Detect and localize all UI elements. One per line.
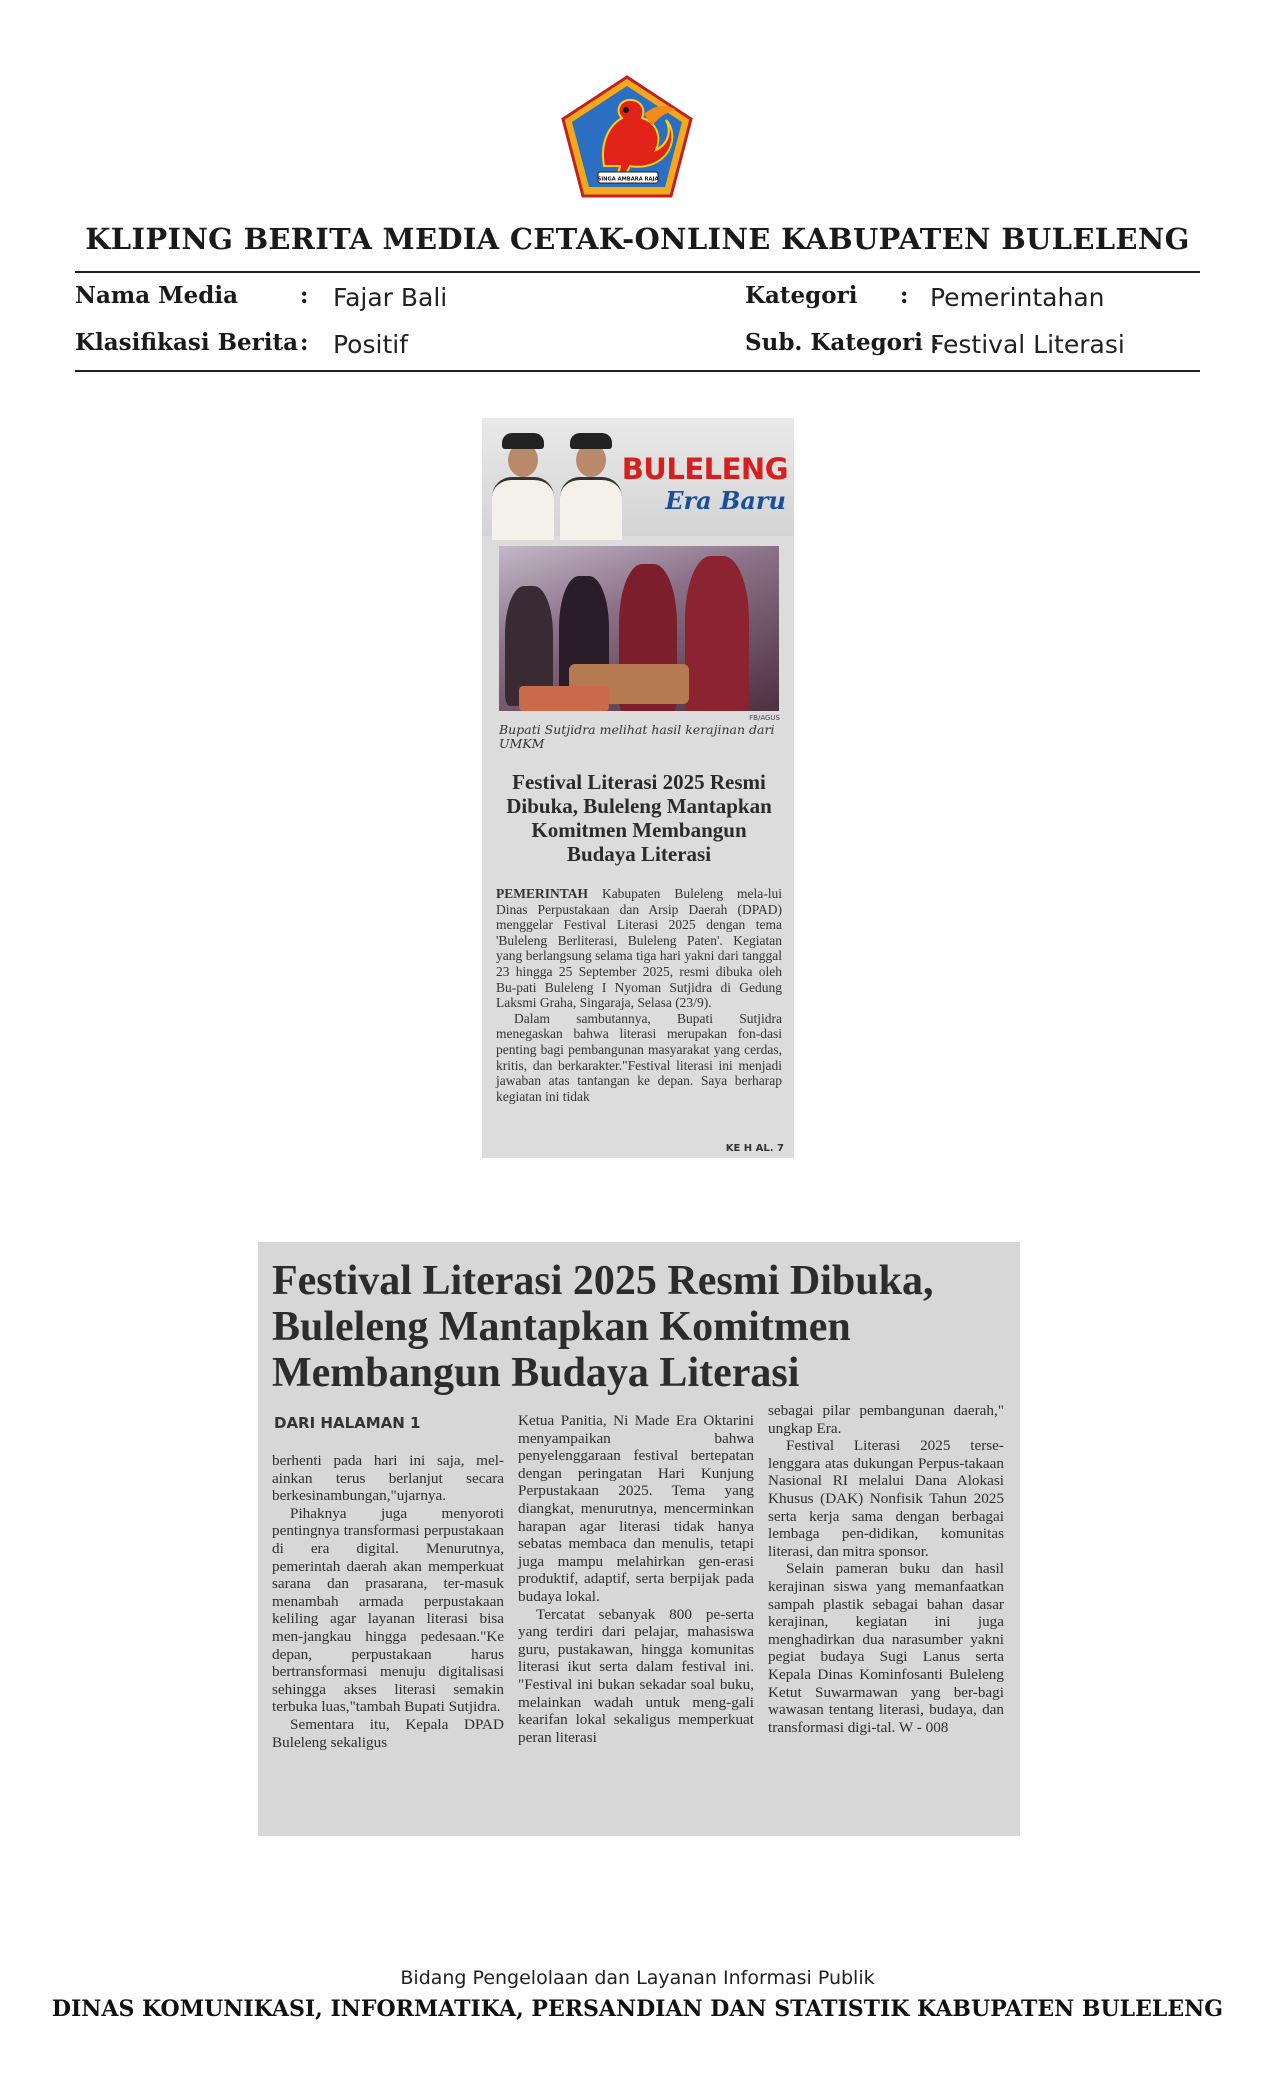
media-colon: : — [300, 282, 309, 309]
continued-from-label: DARI HALAMAN 1 — [274, 1414, 421, 1432]
photo-caption: Bupati Sutjidra melihat hasil kerajinan dari UMKM — [499, 722, 775, 751]
news-photo — [499, 546, 779, 711]
photo-credit: FB/AGUS — [749, 714, 780, 722]
banner-brand-subtitle: Era Baru — [665, 486, 786, 515]
article-body — [496, 886, 782, 1104]
continued-marker: KE H AL. 7 — [725, 1143, 784, 1154]
header-divider-bottom — [75, 370, 1200, 372]
footer-division: Bidang Pengelolaan dan Layanan Informasi Publik — [400, 1967, 875, 1989]
article-paragraph: Tercatat sebanyak 800 pe-serta yang terdiri dari pelajar, mahasiswa guru, pustakawan, hingga komunitas literasi ikut serta dalam festival ini. "Festival ini bukan sekadar soal buku, melainkan wadah untuk meng-gali kearifan lokal sekaligus memperkuat peran literasi — [518, 1605, 754, 1746]
article-paragraph: Sementara itu, Kepala DPAD Buleleng sekaligus — [272, 1715, 504, 1751]
article-paragraph: berhenti pada hari ini saja, mel-ainkan terus berlanjut secara berkesinambungan,"ujarnya. — [272, 1452, 504, 1505]
category-value: Pemerintahan — [930, 283, 1105, 312]
vice-regent-portrait — [560, 431, 622, 536]
classification-colon: : — [300, 329, 309, 356]
article-paragraph: Kabupaten Buleleng mela-lui Dinas Perpustakaan dan Arsip Daerah (DPAD) menggelar Festival Literasi 2025 dengan tema 'Buleleng Berliterasi, Buleleng Paten'. Kegiatan yang berlangsung selama tiga hari yakni dari tanggal 23 hingga 25 September 2025, resmi dibuka oleh Bu-pati Buleleng I Nyoman Sutjidra di Gedung Laksmi Graha, Singaraja, Selasa (23/9). — [496, 886, 782, 1011]
category-label: Kategori — [745, 282, 858, 309]
emblem-motto: SINGA AMBARA RAJA — [597, 176, 659, 183]
subcategory-label: Sub. Kategori : — [745, 329, 940, 356]
continuation-headline: Festival Literasi 2025 Resmi Dibuka, Buleleng Mantapkan Komitmen Membangun Budaya Literasi — [272, 1258, 934, 1396]
news-clipping-continuation — [258, 1242, 1020, 1836]
news-clipping-front-page — [482, 418, 794, 1158]
article-paragraph: Dalam sambutannya, Bupati Sutjidra menegaskan bahwa literasi merupakan fon-dasi penting bagi pembangunan masyarakat yang cerdas, kritis, dan berkarakter."Festival literasi ini menjadi jawaban atas tantangan ke depan. Saya berharap kegiatan ini tidak — [496, 1010, 782, 1104]
media-label: Nama Media — [75, 282, 238, 309]
header-divider-top — [75, 271, 1200, 273]
article-column-2 — [518, 1412, 754, 1746]
regent-portrait — [492, 431, 554, 536]
banner-brand-title: BULELENG — [621, 452, 788, 486]
article-paragraph: Selain pameran buku dan hasil kerajinan siswa yang memanfaatkan sampah plastik sebagai bahan dasar kerajinan, kegiatan ini juga menghadirkan dua narasumber yakni pegiat budaya Sugi Lanus serta Kepala Dinas Kominfosanti Buleleng Ketut Suwarmawan yang ber-bagi wawasan tentang literasi, budaya, dan transformasi digi-tal. W - 008 — [768, 1560, 1004, 1736]
lead-word: PEMERINTAH — [496, 886, 589, 901]
article-paragraph: Ketua Panitia, Ni Made Era Oktarini menyampaikan bahwa penyelenggaraan festival bertepatan dengan peringatan Hari Kunjung Perpustakaan 2025. Tema yang diangkat, menurutnya, mencerminkan harapan agar literasi tidak hanya sebatas membaca dan menulis, tetapi juga mampu melahirkan gen-erasi produktif, adaptif, serta berpijak pada budaya lokal. — [518, 1412, 754, 1605]
article-paragraph: Pihaknya juga menyoroti pentingnya transformasi perpustakaan di era digital. Menurutnya, pemerintah daerah akan memperkuat sarana dan prasarana, ter-masuk menambah armada perpustakaan keliling agar layanan literasi bisa men-jangkau hingga pedesaan."Ke depan, perpustakaan harus bertransformasi menuju digitalisasi sehingga akses literasi semakin terbuka luas,"tambah Bupati Sutjidra. — [272, 1504, 504, 1716]
media-value: Fajar Bali — [333, 283, 448, 312]
singa-ambara-raja-emblem-icon — [560, 74, 695, 200]
page-title: KLIPING BERITA MEDIA CETAK-ONLINE KABUPATEN BULELENG — [85, 222, 1190, 256]
subcategory-value: Festival Literasi — [930, 330, 1125, 359]
classification-value: Positif — [333, 330, 408, 359]
footer-agency: DINAS KOMUNIKASI, INFORMATIKA, PERSANDIAN DAN STATISTIK KABUPATEN BULELENG — [51, 1996, 1224, 2022]
article-paragraph: sebagai pilar pembangunan daerah," ungkap Era. — [768, 1402, 1004, 1437]
article-headline: Festival Literasi 2025 Resmi Dibuka, Buleleng Mantapkan Komitmen Membangun Budaya Literasi — [506, 770, 772, 866]
classification-label: Klasifikasi Berita — [75, 329, 299, 356]
article-column-1 — [272, 1452, 504, 1751]
category-colon: : — [900, 282, 909, 309]
article-column-3 — [768, 1402, 1004, 1736]
article-paragraph: Festival Literasi 2025 terse-lenggara atas dukungan Perpus-takaan Nasional RI melalui Dana Alokasi Khusus (DAK) Nonfisik Tahun 2025 serta kerja sama dengan berbagai lembaga pen-didikan, komunitas literasi, dan mitra sponsor. — [768, 1437, 1004, 1560]
column-banner — [482, 418, 794, 536]
